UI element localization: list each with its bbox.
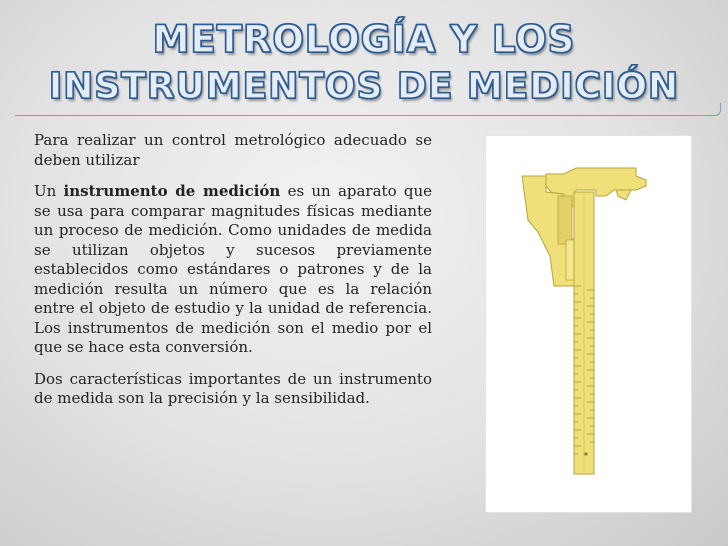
body-text	[34, 131, 432, 421]
caliper-image	[486, 136, 691, 512]
term-instrumento: instrumento de medición	[63, 182, 281, 200]
title-line-2: INSTRUMENTOS DE MEDICIÓN	[48, 66, 680, 107]
paragraph-2-prefix: Un	[34, 182, 64, 200]
paragraph-2-text: es un aparato que se usa para comparar magnitudes físicas mediante un proceso de medición. Como unidades de medida se utilizan objetos y sucesos previamente establecidos como estándares o patrones y de la medición resulta un número que es la relación entre el objeto de estudio y la unidad de referencia. Los instrumentos de medición son el medio por el que se hace esta conversión.	[34, 182, 432, 356]
caliper-icon	[486, 136, 691, 512]
paragraph-3: Dos características importantes de un instrumento de medida son la precisión y la sensibilidad.	[34, 369, 432, 407]
title-underline	[15, 115, 715, 116]
paragraph-1: Para realizar un control metrológico adecuado se deben utilizar	[34, 131, 432, 169]
paragraph-2	[34, 182, 432, 358]
title-line-1: METROLOGÍA Y LOS	[152, 18, 576, 61]
